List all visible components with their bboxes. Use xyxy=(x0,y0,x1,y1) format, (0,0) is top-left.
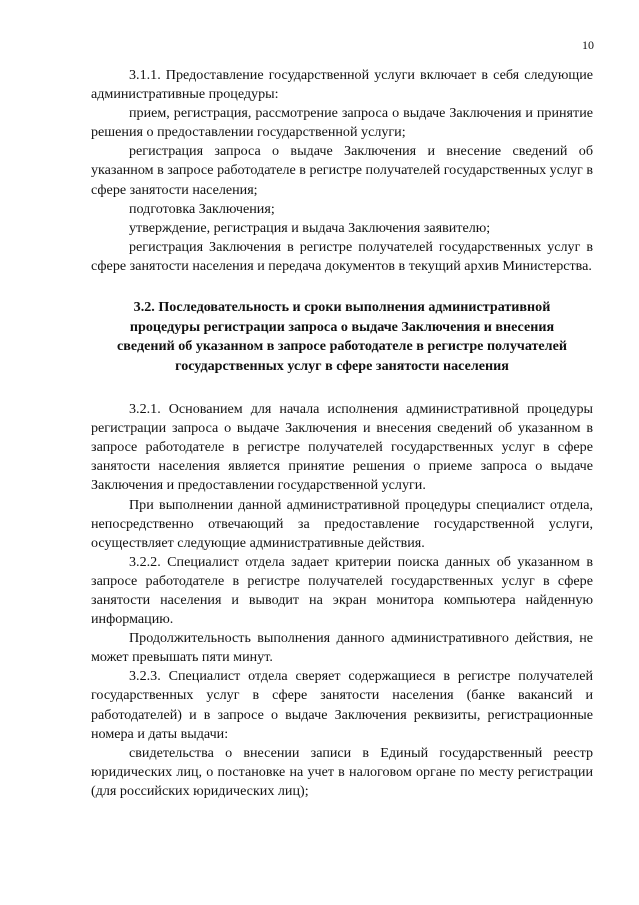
paragraph: утверждение, регистрация и выдача Заключения заявителю; xyxy=(129,219,491,236)
paragraph: регистрация Заключения в регистре получателей государственных услуг в сфере занятости населения и передача документов в текущий архив Министерства. xyxy=(91,238,593,274)
paragraph: прием, регистрация, рассмотрение запроса о выдаче Заключения и принятие решения о предоставлении государственной услуги; xyxy=(91,105,593,141)
paragraph: При выполнении данной административной процедуры специалист отдела, непосредственно отвечающий за предоставление государственной услуги, осуществляет следующие административные действия. xyxy=(91,496,593,551)
paragraph: 3.2.3. Специалист отдела сверяет содержащиеся в регистре получателей государственных услуг в сфере занятости населения (банке вакансий и работодателей) и в запросе о выдаче Заключения реквизиты, регистрационные номера и даты выдачи: xyxy=(91,668,593,742)
page-number: 10 xyxy=(582,38,594,52)
section-3-2-body xyxy=(91,400,593,801)
paragraph: подготовка Заключения; xyxy=(129,200,275,217)
section-3-1-1 xyxy=(91,66,593,276)
paragraph: 3.2.1. Основанием для начала исполнения административной процедуры регистрации запроса о выдаче Заключения и внесения сведений об указанном в запросе работодателе в регистре получателей государственных услуг в сфере занятости населения является принятие решения о приеме запроса о выдаче Заключения и предоставлении государственной услуги. xyxy=(91,401,593,494)
heading-line: процедуры регистрации запроса о выдаче Заключения и внесения xyxy=(129,318,555,335)
heading-line: 3.2. Последовательность и сроки выполнения административной xyxy=(133,299,551,316)
paragraph: регистрация запроса о выдаче Заключения и внесение сведений об указанном в запросе работодателе в регистре получателей государственных услуг в сфере занятости населения; xyxy=(91,143,593,198)
paragraph: свидетельства о внесении записи в Единый государственный реестр юридических лиц, о постановке на учет в налоговом органе по месту регистрации (для российских юридических лиц); xyxy=(91,744,593,799)
paragraph: Продолжительность выполнения данного административного действия, не может превышать пяти минут. xyxy=(91,630,593,666)
document-body xyxy=(91,66,593,801)
paragraph: 3.1.1. Предоставление государственной услуги включает в себя следующие административные процедуры: xyxy=(91,67,593,103)
heading-line: сведений об указанном в запросе работодателе в регистре получателей xyxy=(117,338,567,355)
section-heading-3-2 xyxy=(91,298,593,376)
paragraph: 3.2.2. Специалист отдела задает критерии поиска данных об указанном в запросе работодателе в регистре получателей государственных услуг в сфере занятости населения и выводит на экран монитора компьютера найденную информацию. xyxy=(91,553,593,628)
heading-line: государственных услуг в сфере занятости населения xyxy=(175,357,509,374)
